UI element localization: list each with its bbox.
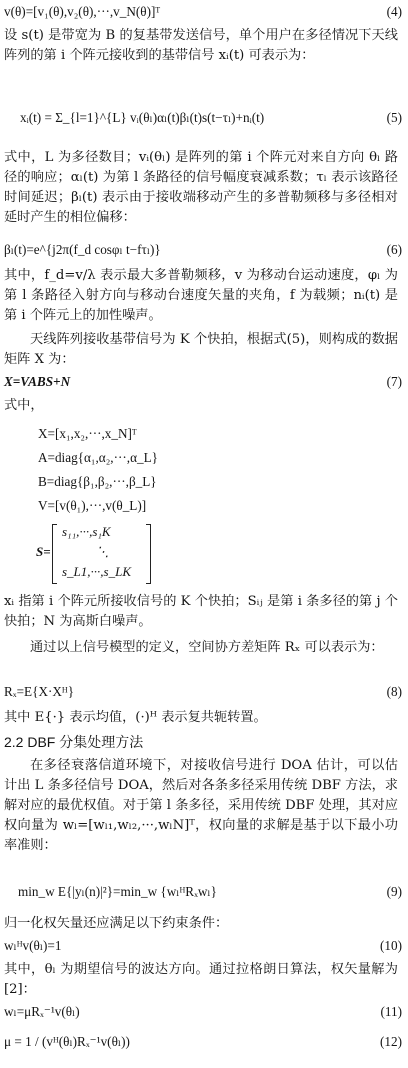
paragraph-doppler: 其中，f_d=v/λ 表示最大多普勒频移，v 为移动台运动速度，φₗ 为第 l 条路径入射方向与移动台速度矢量的夹角，f 为载频；nᵢ(t) 是第 i 个阵元上的加性噪声。 (4, 268, 398, 323)
equation-number: (12) (380, 1034, 402, 1049)
equation-expr: wₗ=μRₓ⁻¹v(θₗ) (4, 1004, 80, 1019)
equation-6 (4, 242, 404, 264)
paragraph-expectation: 其中 E{·} 表示均值，(·)ᴴ 表示复共轭转置。 (4, 710, 267, 725)
matrix-row-first: s₁₁,···,s₁K (62, 524, 111, 539)
paragraph-symbol-definitions: 式中，L 为多径数目；vᵢ(θₗ) 是阵列的第 i 个阵元对来自方向 θₗ 路径的响应；αₗ(t) 为第 l 条路径的信号幅度衰减系数；τₗ 表示该路径时间延迟；βₗ(t) 表示由于接收端移动产生的多普勒频移与多径相对延时产生的相位偏移： (4, 150, 398, 225)
matrix-row-last: s_L1,···,s_LK (62, 564, 131, 579)
equation-expr: Rₓ=E{X·Xᴴ} (4, 684, 75, 699)
equation-expr: wₗᴴv(θₗ)=1 (4, 938, 62, 953)
definition-expr: V=[v(θ₁),···,v(θ_L)] (38, 498, 147, 513)
equation-11 (4, 1004, 404, 1026)
equation-expr: min_w E{|yₗ(n)|²}=min_w {wₗᴴRₓwₗ} (18, 884, 217, 899)
equation-8 (4, 684, 404, 706)
equation-9 (4, 884, 404, 906)
matrix-S (36, 520, 176, 588)
definition-A (4, 450, 404, 472)
equation-5 (4, 110, 404, 132)
equation-number: (8) (386, 684, 402, 699)
equation-expr: v(θ)=[v₁(θ),v₂(θ),···,v_N(θ)]ᵀ (4, 4, 161, 19)
equation-number: (5) (386, 110, 402, 125)
definition-X (4, 426, 404, 448)
equation-expr: X=VABS+N (4, 374, 71, 389)
matrix-right-bracket (146, 524, 151, 584)
equation-number: (11) (380, 1004, 402, 1019)
equation-10 (4, 938, 404, 960)
paragraph-constraint: 归一化权矢量还应满足以下约束条件： (4, 916, 229, 931)
definition-expr: X=[x₁,x₂,···,x_N]ᵀ (38, 426, 137, 441)
equation-expr: βₗ(t)=e^{j2π(f_d cosφₗ t−fτₗ)} (4, 242, 161, 257)
definition-V (4, 498, 404, 520)
equation-expr: xᵢ(t) = Σ_{l=1}^{L} vᵢ(θₗ)αₗ(t)βₗ(t)s(t−τₗ)+nᵢ(t) (20, 110, 265, 125)
equation-12 (4, 1034, 404, 1056)
equation-4 (4, 4, 404, 26)
section-heading: 2.2 DBF 分集处理方法 (4, 734, 144, 750)
matrix-label: S= (36, 544, 51, 559)
equation-number: (9) (386, 884, 402, 899)
paragraph-signal-definition: 设 s(t) 是带宽为 B 的复基带发送信号，单个用户在多径情况下天线阵列的第 i 个阵元接收到的基带信号 xᵢ(t) 可表示为： (4, 28, 398, 63)
definition-expr: B=diag{β₁,β₂,···,β_L} (38, 474, 157, 489)
equation-7 (4, 374, 404, 396)
matrix-diagonal-dots: ⋱ (96, 544, 109, 559)
definition-B (4, 474, 404, 496)
paragraph-where: 式中， (4, 398, 44, 413)
paragraph-covariance: 通过以上信号模型的定义，空间协方差矩阵 Rₓ 可以表示为： (30, 640, 384, 655)
paragraph-dbf-method: 在多径衰落信道环境下，对接收信号进行 DOA 估计，可以估计出 L 条多径信号 DOA，然后对各条多径采用传统 DBF 方法，求解对应的最优权值。对于第 l 条多径，采用传统 DBF 处理，其对应权向量为 wₗ=[wₗ₁,wₗ₂,···,wₗN]ᵀ，权向量的求解是基于以下最小功率准则： (4, 758, 398, 853)
definition-expr: A=diag{α₁,α₂,···,α_L} (38, 450, 158, 465)
equation-number: (6) (386, 242, 402, 257)
equation-expr: μ = 1 / (vᴴ(θₗ)Rₓ⁻¹v(θₗ)) (4, 1034, 130, 1049)
paragraph-lagrange: 其中，θₗ 为期望信号的波达方向。通过拉格朗日算法，权矢量解为[2]： (4, 962, 398, 997)
paragraph-snapshots: 天线阵列接收基带信号为 K 个快拍，根据式(5)，则构成的数据矩阵 X 为： (4, 332, 398, 367)
equation-number: (10) (380, 938, 402, 953)
equation-number: (7) (386, 374, 402, 389)
equation-number: (4) (386, 4, 402, 19)
paragraph-snapshot-definitions: xᵢ 指第 i 个阵元所接收信号的 K 个快拍；Sᵢⱼ 是第 i 条多径的第 j 个快拍；N 为高斯白噪声。 (4, 594, 398, 629)
matrix-left-bracket (52, 524, 57, 584)
